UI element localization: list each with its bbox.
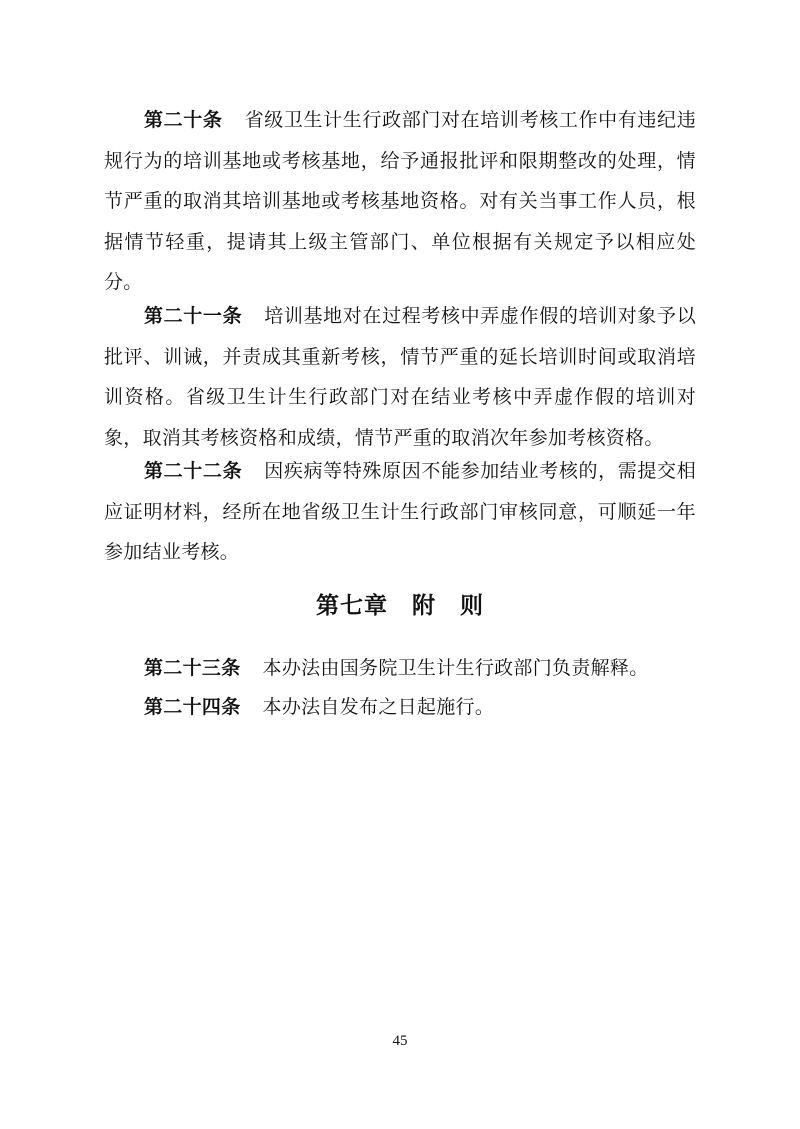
article-22 xyxy=(104,451,696,573)
article-label: 第二十条 xyxy=(144,109,223,131)
article-text: 培训基地对在过程考核中弄虚作假的培训对象予以批评、训诫，并责成其重新考核，情节严重的延长培训时间或取消培训资格。省级卫生计生行政部门对在结业考核中弄虚作假的培训对象，取消其考核资格和成绩，情节严重的取消次年参加考核资格。 xyxy=(104,305,696,449)
chapter-title: 第七章 附 则 xyxy=(316,593,484,619)
article-24 xyxy=(104,687,696,728)
article-label: 第二十三条 xyxy=(144,657,241,679)
article-text: 因疾病等特殊原因不能参加结业考核的，需提交相应证明材料，经所在地省级卫生计生行政部门审核同意，可顺延一年参加结业考核。 xyxy=(104,460,696,563)
article-23 xyxy=(104,648,696,689)
page-number: 45 xyxy=(392,1033,408,1049)
article-label: 第二十四条 xyxy=(144,696,241,718)
article-label: 第二十一条 xyxy=(144,305,243,327)
article-text: 省级卫生计生行政部门对在培训考核工作中有违纪违规行为的培训基地或考核基地，给予通报批评和限期整改的处理，情节严重的取消其培训基地或考核基地资格。对有关当事工作人员，根据情节轻重，提请其上级主管部门、单位根据有关规定予以相应处分。 xyxy=(104,109,697,293)
article-20 xyxy=(104,100,696,303)
article-text: 本办法由国务院卫生计生行政部门负责解释。 xyxy=(262,657,649,679)
article-21 xyxy=(104,296,696,458)
article-label: 第二十二条 xyxy=(144,460,243,482)
article-text: 本办法自发布之日起施行。 xyxy=(262,696,495,718)
